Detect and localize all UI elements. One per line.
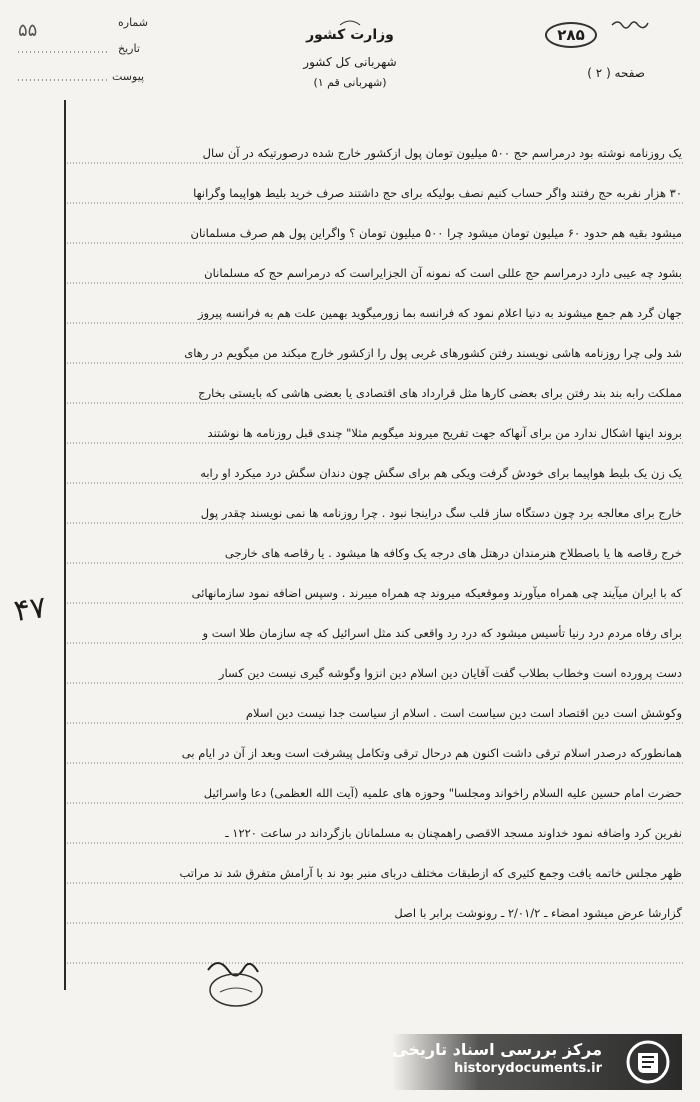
page-number: صفحه ( ۲ ): [587, 66, 645, 80]
top-right-handwriting: [610, 17, 660, 34]
unit-title: (شهربانی قم ۱): [313, 76, 387, 89]
watermark-banner: [392, 1034, 682, 1090]
body-line: دست پرورده است وخطاب بطلاب گفت آقایان دین اسلام دین انزوا وگوشه گیری نیست دین کسار: [218, 666, 682, 680]
body-line: گزارشا عرض میشود امضاء ـ ۲/۰۱/۲ ـ رونوشت برابر با اصل: [394, 906, 682, 920]
body-line: همانطورکه درصدر اسلام ترقی داشت اکنون هم درحال ترقی وتکامل پیشرفت است وبعد از آن در ایام بی: [181, 746, 682, 760]
body-line: یک زن یک بلیط هواپیما برای خودش گرفت ویکی هم برای سگش چون دندان سگش درد میکرد او رابه: [200, 466, 682, 480]
attachment-label: پیوست: [112, 70, 145, 83]
body-line: که با ایران میآیند چی همراه میآورند وموقعیکه میروند چه همراه میبرند . وسپس اضافه نمود سازمانهائی: [191, 586, 682, 600]
body-line: ظهر مجلس خاتمه یافت وجمع کثیری که ازطبقات مختلف دربای منبر بود ند با آرامش متفرق شد ند مراتب: [179, 866, 682, 880]
body-line: بشود چه عیبی دارد درمراسم حج عللی است که نمونه آن الجزایراست که درمراسم حج که مسلمانان: [204, 266, 682, 280]
body-line: جهان گرد هم جمع میشوند به دنیا اعلام نمود که فرانسه بما زورمیگوید بهمین علت هم به فرانسه پیروز: [197, 306, 682, 320]
body-line: نفرین کرد واضافه نمود خداوند مسجد الاقصی راهمچنان به مسلمانان بازگرداند در ساعت ۱۲۲۰ ـ: [225, 826, 682, 840]
header-dotted-lines: [18, 40, 108, 90]
ministry-title: وزارت کشور: [306, 27, 394, 43]
margin-rule: [64, 100, 66, 990]
body-line: برای رفاه مردم درد رنیا تأسیس میشود که درد رد واقعی کند مثل اسرائیل که چه سازمان طلا است و: [202, 626, 682, 640]
document-number-stamp: ۲۸۵: [545, 22, 597, 48]
body-line: وکوشش است دین اقتصاد است دین سیاست است . اسلام از سیاست جدا نیست دین اسلام: [245, 706, 682, 720]
body-line: شد ولی چرا روزنامه هاشی نویسند رفتن کشورهای غربی پول را ازکشور خارج میکند من میگویم در رهای: [184, 346, 682, 360]
date-label: تاریخ: [118, 42, 140, 55]
number-label: شماره: [118, 16, 149, 29]
department-title: شهربانی کل کشور: [303, 55, 397, 69]
signature-stamp: [200, 950, 270, 1014]
body-line: میشود بقیه هم حدود ۶۰ میلیون تومان میشود چرا ۵۰۰ میلیون تومان ؟ واگراین پول هم صرف مسلمانان: [190, 226, 682, 240]
body-line: حضرت امام حسین علیه السلام راخواند ومجلسا" وحوزه های علمیه (آیت الله العظمی) دعا واسرائیل: [203, 786, 682, 800]
margin-handwritten-note: ۴۷: [11, 589, 49, 630]
body-line: یک روزنامه نوشته بود درمراسم حج ۵۰۰ میلیون تومان پول ازکشور خارج شده درصورتیکه در آن سال: [202, 146, 682, 160]
watermark-title: مرکز بررسی اسناد تاریخی: [392, 1040, 602, 1059]
report-body: [70, 143, 684, 943]
body-line: بروند اینها اشکال ندارد من برای آنهاکه جهت تفریح میروند میگویم مثلا" چندی قبل روزنامه ها نوشتند: [207, 426, 682, 440]
archive-logo-icon: [624, 1039, 672, 1089]
body-line: خارج برای معالجه برد چون دستگاه ساز قلب سگ دراینجا نبود . چرا روزنامه ها نمی نویسند چقدر پول: [200, 506, 682, 520]
body-line: مملکت رابه بند بند رفتن برای بعضی کارها مثل قرارداد های اقتصادی یا بعضی هاشی که بایستی بخارج: [198, 386, 682, 400]
body-line: ۳۰ هزار نفربه حج رفتند واگر حساب کنیم نصف بولیکه برای حج داشتند صرف خرید بلیط هواپیما وگرانها: [193, 186, 682, 200]
body-line: خرج رقاصه ها یا باصطلاح هنرمندان درهتل های درجه یک وکافه ها میشود . یا رقاصه های خارجی: [224, 546, 682, 560]
watermark-url: historydocuments.ir: [453, 1061, 602, 1076]
number-value: ۵۵: [18, 20, 38, 41]
